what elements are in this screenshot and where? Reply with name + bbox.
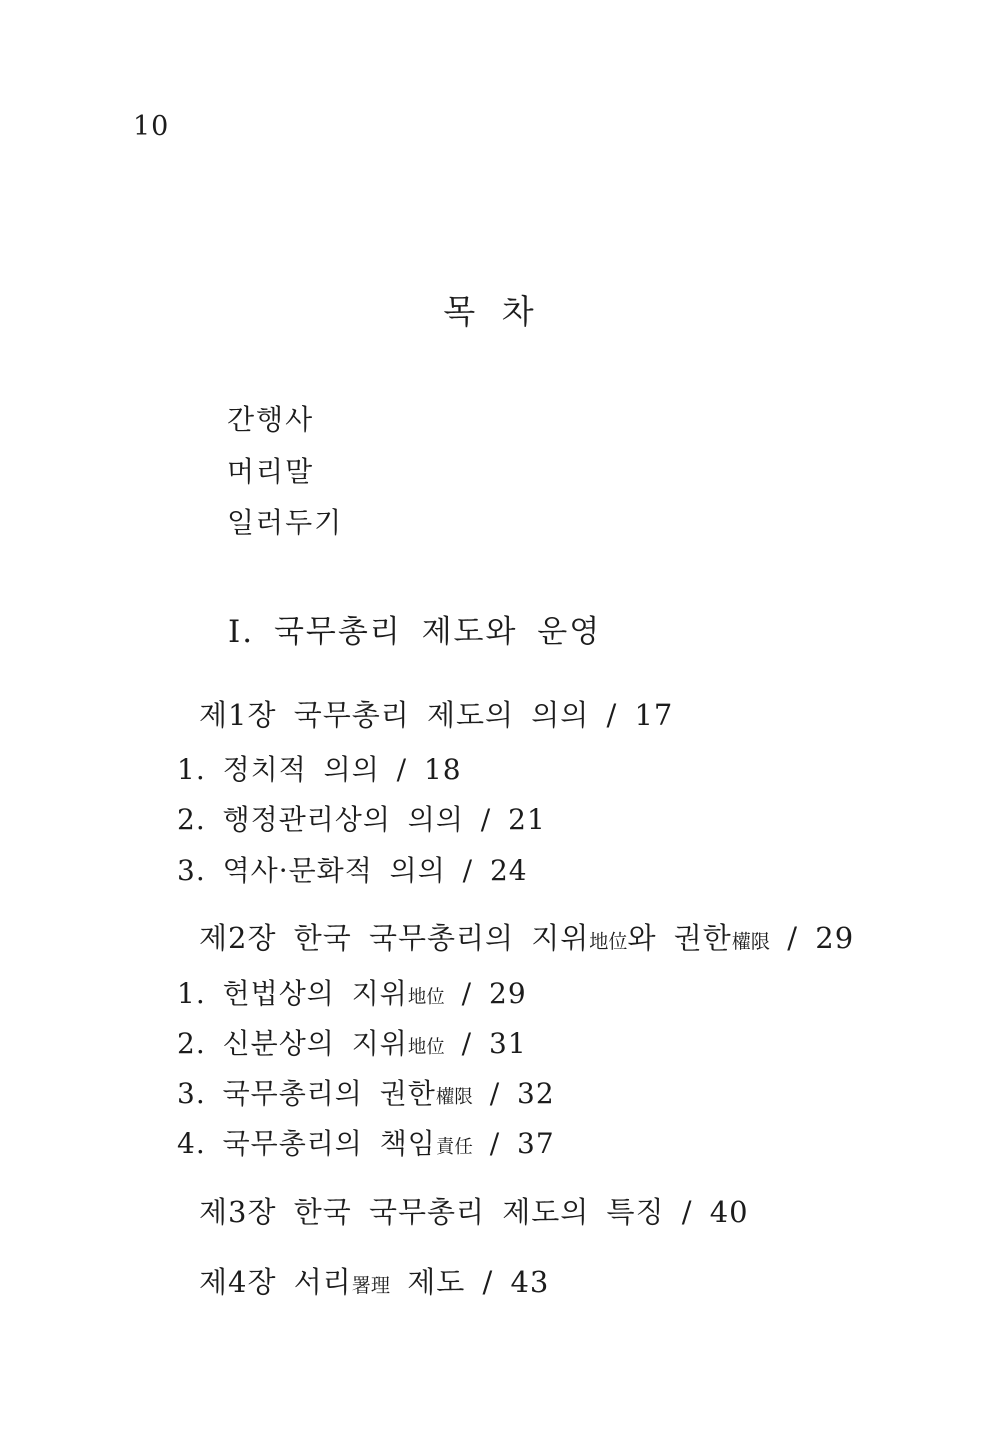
toc-entry-chapter-3: 제3장 한국 국무총리 제도의 특징 / 40: [199, 1195, 749, 1229]
hanja-annotation: 署理: [351, 1274, 390, 1297]
toc-entry-chapter2-item-4: 4. 국무총리의 책임責任 / 37: [177, 1127, 555, 1160]
toc-entry-publication-note: 간행사: [227, 403, 315, 436]
hanja-annotation: 權限: [731, 930, 771, 953]
hanja-annotation: 地位: [589, 930, 628, 953]
toc-part-heading: Ⅰ. 국무총리 제도와 운영: [228, 614, 602, 650]
toc-entry-guide: 일러두기: [227, 506, 344, 539]
toc-entry-chapter2-item-2: 2. 신분상의 지위地位 / 31: [177, 1027, 527, 1060]
toc-entry-chapter-4: 제4장 서리署理 제도 / 43: [199, 1265, 550, 1299]
toc-entry-foreword: 머리말: [227, 455, 315, 488]
hanja-annotation: 地位: [407, 987, 445, 1008]
toc-entry-chapter-2: 제2장 한국 국무총리의 지위地位와 권한權限 / 29: [199, 921, 855, 955]
hanja-annotation: 權限: [435, 1087, 473, 1108]
toc-entry-chapter-1: 제1장 국무총리 제도의 의의 / 17: [199, 698, 674, 732]
toc-entry-chapter1-item-2: 2. 행정관리상의 의의 / 21: [177, 803, 546, 836]
hanja-annotation: 責任: [435, 1137, 473, 1158]
page-title: 목 차: [443, 292, 537, 331]
hanja-annotation: 地位: [407, 1037, 445, 1058]
toc-entry-chapter1-item-3: 3. 역사·문화적 의의 / 24: [177, 854, 528, 887]
toc-entry-chapter1-item-1: 1. 정치적 의의 / 18: [177, 753, 462, 786]
toc-entry-chapter2-item-3: 3. 국무총리의 권한權限 / 32: [177, 1077, 555, 1110]
page-number: 10: [133, 111, 170, 142]
toc-entry-chapter2-item-1: 1. 헌법상의 지위地位 / 29: [177, 977, 527, 1010]
